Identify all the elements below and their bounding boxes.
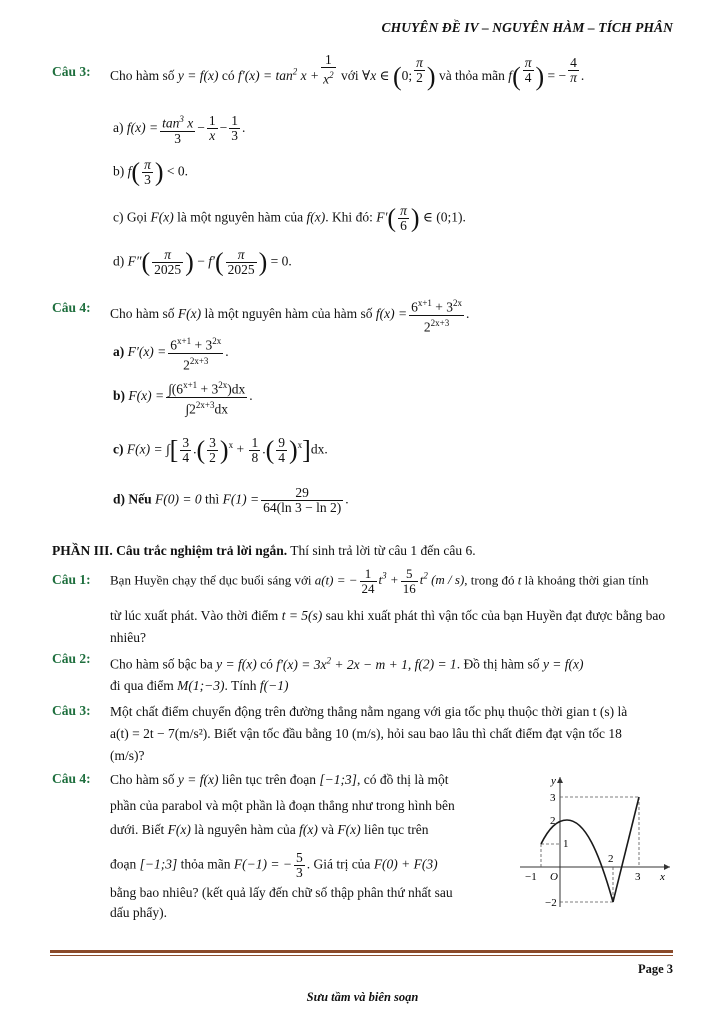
tick-x-3: 3 xyxy=(635,871,641,883)
p3-line1: Một chất điểm chuyển động trên đường thẳng nằm ngang với gia tốc phụ thuộc thời gian t (s) là xyxy=(110,704,628,719)
p2-line2: đi qua điểm M(1;−3). Tính f(−1) xyxy=(110,678,289,693)
p3-line2: a(t) = 2t − 7(m/s²). Biết vận tốc đầu bằng 10 (m/s), hỏi sau bao lâu thì chất điểm đạt vận tốc 18 xyxy=(110,726,622,741)
function-graph xyxy=(515,772,675,912)
q4-option-d: d) Nếu F(0) = 0 thì F(1) = $\frac{29}{64(\ln 3 - \ln 2)}$ . xyxy=(113,485,349,515)
graph-x-label: x xyxy=(660,871,665,883)
p1-label: Câu 1: xyxy=(52,572,91,587)
tick-y-1: 1 xyxy=(563,838,569,850)
page-header: CHUYÊN ĐỀ IV – NGUYÊN HÀM – TÍCH PHÂN xyxy=(381,20,673,35)
p3-label: Câu 3: xyxy=(52,703,91,718)
footer-rule-thin xyxy=(50,955,673,956)
q3-label: Câu 3: xyxy=(52,64,91,79)
q3-option-d: d) F″( $\frac{\pi}{2025}$ ) − f′( $\frac{\pi}{2025}$ ) = 0. xyxy=(113,247,292,277)
p1-line1: Bạn Huyền chạy thể dục buổi sáng với a(t) = − $\frac{1}{24}$ $t^3$ + $\frac{5}{16}$ $t^2$ (m / s), trong đó t là khoảng thời gian tính xyxy=(110,565,649,596)
p4-line5: bằng bao nhiêu? (kết quả lấy đến chữ số thập phân thứ nhất sau xyxy=(110,885,453,900)
footer-text: Sưu tầm và biên soạn xyxy=(306,990,419,1004)
p4-label: Câu 4: xyxy=(52,771,91,786)
q4-option-a: a) F′(x) = $\frac{6^{x+1} + 3^{2x}}{2^{2x+3}}$ . xyxy=(113,336,229,372)
q3-statement: Cho hàm số y = f(x) có $f'(x) = \tan^2 x$ + $\frac{1}{x^2}$ với ∀x ∈ (0; $\frac{\pi}{2}$ ) và thỏa mãn f( $\frac{\pi}{4}$ ) = − $\frac{4}{\pi}$ . xyxy=(110,52,585,91)
page-number: Page 3 xyxy=(637,962,673,976)
q4-label: Câu 4: xyxy=(52,300,91,315)
p4-line2: phần của parabol và một phần là đoạn thẳng như trong hình bên xyxy=(110,798,455,813)
tick-x-neg1: −1 xyxy=(525,871,537,883)
p3-line3: (m/s)? xyxy=(110,748,145,763)
graph-origin: O xyxy=(550,871,558,883)
graph-y-label: y xyxy=(551,775,556,787)
part3-heading: PHẦN III. Câu trắc nghiệm trả lời ngắn. Thí sinh trả lời từ câu 1 đến câu 6. xyxy=(52,543,476,558)
parabola-segment xyxy=(541,820,613,902)
q3-option-b: b) f( $\frac{\pi}{3}$ ) < 0. xyxy=(113,157,188,187)
p4-line6: dấu phẩy). xyxy=(110,905,167,920)
p1-line2: từ lúc xuất phát. Vào thời điểm t = 5(s) sau khi xuất phát thì vận tốc của bạn Huyền đạt được bằng bao xyxy=(110,608,666,623)
tick-y-neg2: −2 xyxy=(545,897,557,909)
line-segment xyxy=(613,797,639,902)
p4-line4: đoạn [−1;3] thỏa mãn F(−1) = − $\frac{5}{3}$ . Giá trị của F(0) + F(3) xyxy=(110,850,438,880)
tick-x-2: 2 xyxy=(608,853,614,865)
q4-statement: Cho hàm số F(x) là một nguyên hàm của hàm số f(x) = $\frac{6^{x+1} + 3^{2x}}{2^{2x+3}}$ . xyxy=(110,298,470,334)
p4-line1: Cho hàm số y = f(x) liên tục trên đoạn [−1;3], có đồ thị là một xyxy=(110,772,449,787)
tick-y-3: 3 xyxy=(550,792,556,804)
p1-line3: nhiêu? xyxy=(110,630,146,645)
p4-line3: dưới. Biết F(x) là nguyên hàm của f(x) và F(x) liên tục trên xyxy=(110,822,429,837)
tick-y-2: 2 xyxy=(550,815,556,827)
q4-option-b: b) F(x) = $\frac{\int(6^{x+1} + 3^{2x})dx}{\int 2^{2x+3}dx}$ . xyxy=(113,380,253,416)
p2-line1: Cho hàm số bậc ba y = f(x) có $f'(x) = 3x^2 + 2x - m + 1$, f(2) = 1. Đồ thị hàm số y = f(x) xyxy=(110,655,584,672)
footer-rule-thick xyxy=(50,950,673,953)
p2-label: Câu 2: xyxy=(52,651,91,666)
q3-option-a: a) f(x) = $\frac{\tan^3 x}{3}$ − $\frac{1}{x}$ − $\frac{1}{3}$ . xyxy=(113,113,246,146)
q4-option-c: c) F(x) = ∫[ $\frac{3}{4}$ .( $\frac{3}{2}$ )$^x$ + $\frac{1}{8}$ .( $\frac{9}{4}$ )$^x$]dx. xyxy=(113,435,328,465)
q3-option-c: c) Gọi F(x) là một nguyên hàm của f(x). Khi đó: F′( $\frac{\pi}{6}$ ) ∈ (0;1). xyxy=(113,203,466,233)
